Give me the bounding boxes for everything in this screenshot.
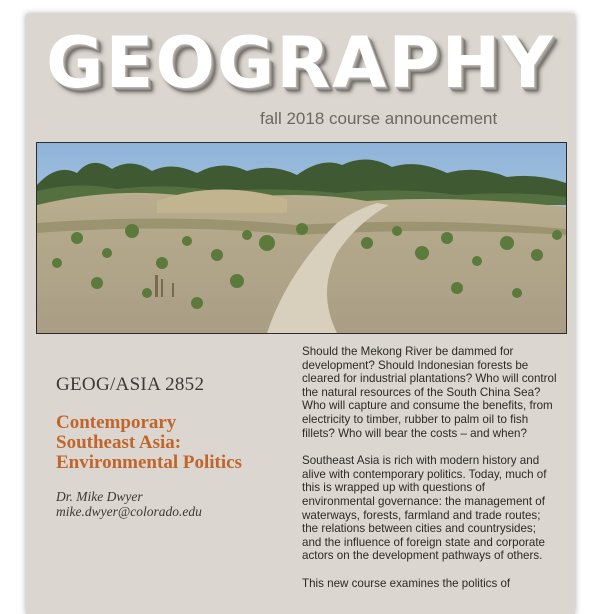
flyer-page	[26, 14, 575, 614]
page-subtitle: fall 2018 course announcement	[260, 109, 498, 128]
course-description	[302, 345, 557, 605]
course-info	[56, 374, 286, 519]
course-code: GEOG/ASIA 2852	[56, 374, 205, 395]
description-paragraph-1: Should the Mekong River be dammed for development? Should Indonesian forests be cleared for industrial plantations? Who will control the natural resources of the South China Sea? Who will capture and consume the benefits, from electricity to timber, rubber to palm oil to fish fillets? Who will bear the costs – and when?	[302, 345, 557, 440]
page-title: GEOGRAPHY	[46, 22, 555, 104]
course-title-line2: Southeast Asia:	[56, 432, 182, 453]
course-title-line1: Contemporary	[56, 412, 177, 433]
landscape-photo	[36, 142, 567, 334]
instructor-email[interactable]: mike.dwyer@colorado.edu	[56, 504, 202, 519]
instructor-name: Dr. Mike Dwyer	[56, 489, 143, 504]
course-title	[56, 413, 286, 473]
course-title-line3: Environmental Politics	[56, 452, 242, 473]
instructor-block	[56, 489, 286, 519]
description-paragraph-3: This new course examines the politics of	[302, 576, 511, 590]
description-paragraph-2: Southeast Asia is rich with modern history and alive with contemporary politics. Today, much of this is wrapped up with questions of environmental governance: the management of waterways, forests, farmland and trade routes; the relations between cities and countrysides; and the influence of foreign state and corporate actors on the development pathways of others.	[302, 454, 547, 563]
